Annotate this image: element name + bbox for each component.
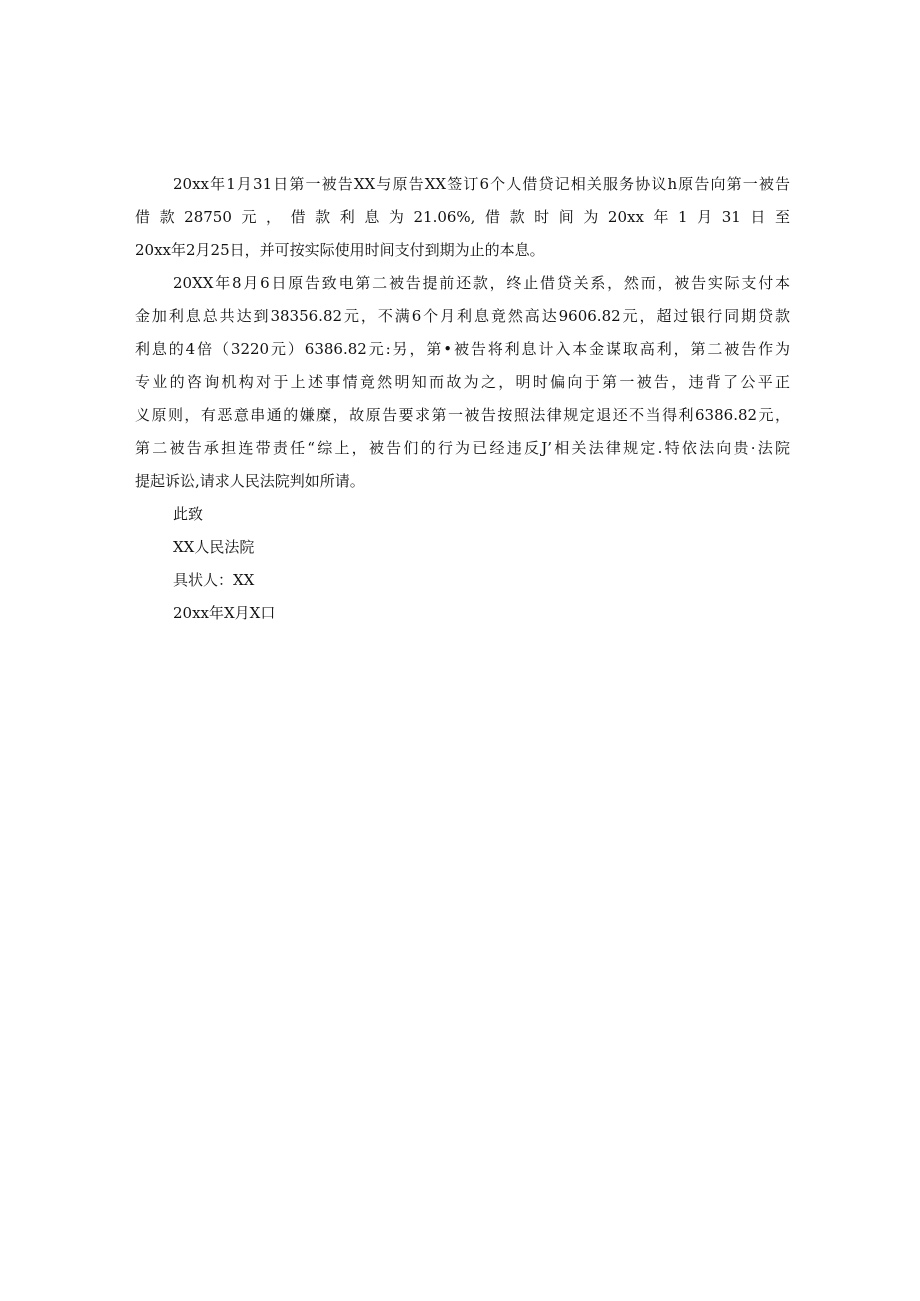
paragraph-line: 利息的4倍（3220元）6386.82元:另，第•被告将利息计入本金谋取高利，第二被告作为 [135, 340, 790, 358]
paragraph-claim [135, 267, 790, 498]
paragraph-line: 借款28750元，借款利息为21.06%,借款时间为20xx年1月31日至 [135, 208, 790, 226]
document-body [135, 168, 790, 630]
paragraph-line: 20XX年8月6日原告致电第二被告提前还款，终止借贷关系，然而，被告实际支付本 [173, 274, 790, 292]
paragraph-line: 20xx年1月31日第一被告XX与原告XX签订6个人借贷记相关服务协议h原告向第一被告 [173, 175, 790, 193]
paragraph-line: 提起诉讼,请求人民法院判如所请。 [135, 472, 365, 490]
paragraph-line: 金加利息总共达到38356.82元，不满6个月利息竟然高达9606.82元，超过银行同期贷款 [135, 307, 790, 325]
paragraph-loan-agreement [135, 168, 790, 267]
paragraph-line: 义原则，有恶意串通的嫌糜，故原告要求第一被告按照法律规定退还不当得利6386.82元， [135, 406, 790, 424]
plaintiff-signature: 具状人：XX [173, 571, 255, 589]
paragraph-line: 20xx年2月25日，并可按实际使用时间支付到期为止的本息。 [135, 241, 545, 259]
salutation: 此致 [173, 505, 204, 523]
paragraph-line: 专业的咨询机构对于上述事情竟然明知而故为之，明时偏向于第一被告，违背了公平正 [135, 373, 790, 391]
court-name: XX人民法院 [173, 538, 255, 556]
paragraph-line: 第二被告承担连带责任“综上，被告们的行为已经违反J’相关法律规定.特依法向贵·法院 [135, 439, 790, 457]
closing-block [135, 498, 790, 630]
document-date: 20xx年X月X口 [173, 604, 276, 622]
